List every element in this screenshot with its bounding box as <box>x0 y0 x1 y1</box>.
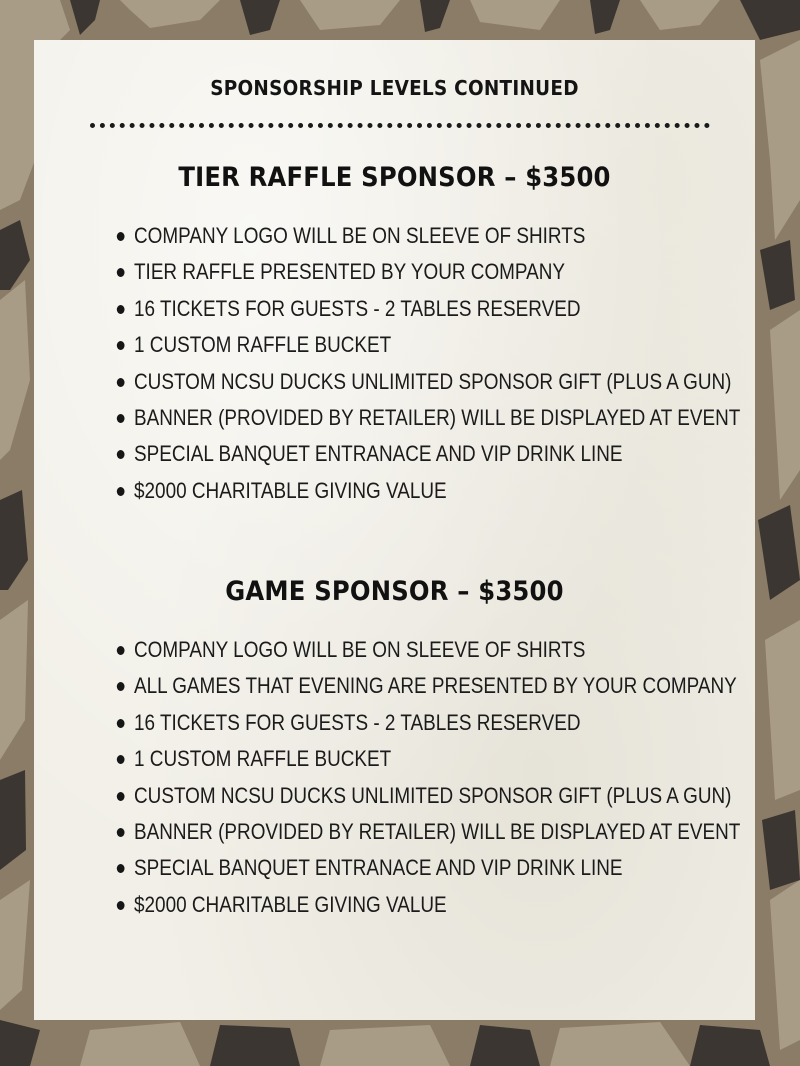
bullet-icon <box>117 341 125 350</box>
bullet-icon <box>117 487 125 496</box>
bullet-icon <box>117 755 125 764</box>
bullet-icon <box>117 378 125 387</box>
list-item: SPECIAL BANQUET ENTRANACE AND VIP DRINK LINE <box>134 436 740 472</box>
list-item: BANNER (PROVIDED BY RETAILER) WILL BE DISPLAYED AT EVENT <box>134 400 740 436</box>
dotted-divider <box>90 123 710 128</box>
list-item: ALL GAMES THAT EVENING ARE PRESENTED BY YOUR COMPANY <box>134 668 740 704</box>
bullet-icon <box>117 864 125 873</box>
list-item: 16 TICKETS FOR GUESTS - 2 TABLES RESERVED <box>134 291 740 327</box>
tier-raffle-sponsor-section <box>34 162 755 503</box>
bullet-icon <box>117 719 125 728</box>
benefits-list <box>134 218 800 509</box>
benefits-list <box>134 632 800 923</box>
bullet-icon <box>117 646 125 655</box>
list-item: CUSTOM NCSU DUCKS UNLIMITED SPONSOR GIFT (PLUS A GUN) <box>134 778 740 814</box>
list-item: SPECIAL BANQUET ENTRANACE AND VIP DRINK LINE <box>134 850 740 886</box>
bullet-icon <box>117 450 125 459</box>
list-item: CUSTOM NCSU DUCKS UNLIMITED SPONSOR GIFT (PLUS A GUN) <box>134 364 740 400</box>
list-item: TIER RAFFLE PRESENTED BY YOUR COMPANY <box>134 254 740 290</box>
section-title: TIER RAFFLE SPONSOR – $3500 <box>178 162 611 193</box>
list-item: $2000 CHARITABLE GIVING VALUE <box>134 473 740 509</box>
list-item: COMPANY LOGO WILL BE ON SLEEVE OF SHIRTS <box>134 632 740 668</box>
game-sponsor-section <box>34 576 755 917</box>
bullet-icon <box>117 792 125 801</box>
list-item: COMPANY LOGO WILL BE ON SLEEVE OF SHIRTS <box>134 218 740 254</box>
bullet-icon <box>117 901 125 910</box>
bullet-icon <box>117 682 125 691</box>
list-item: 16 TICKETS FOR GUESTS - 2 TABLES RESERVED <box>134 705 740 741</box>
bullet-icon <box>117 232 125 241</box>
list-item: $2000 CHARITABLE GIVING VALUE <box>134 887 740 923</box>
list-item: BANNER (PROVIDED BY RETAILER) WILL BE DISPLAYED AT EVENT <box>134 814 740 850</box>
page-heading: SPONSORSHIP LEVELS CONTINUED <box>210 76 579 100</box>
bullet-icon <box>117 305 125 314</box>
list-item: 1 CUSTOM RAFFLE BUCKET <box>134 327 740 363</box>
document-paper <box>34 40 755 1020</box>
bullet-icon <box>117 268 125 277</box>
bullet-icon <box>117 414 125 423</box>
section-title: GAME SPONSOR – $3500 <box>225 576 564 607</box>
bullet-icon <box>117 828 125 837</box>
list-item: 1 CUSTOM RAFFLE BUCKET <box>134 741 740 777</box>
